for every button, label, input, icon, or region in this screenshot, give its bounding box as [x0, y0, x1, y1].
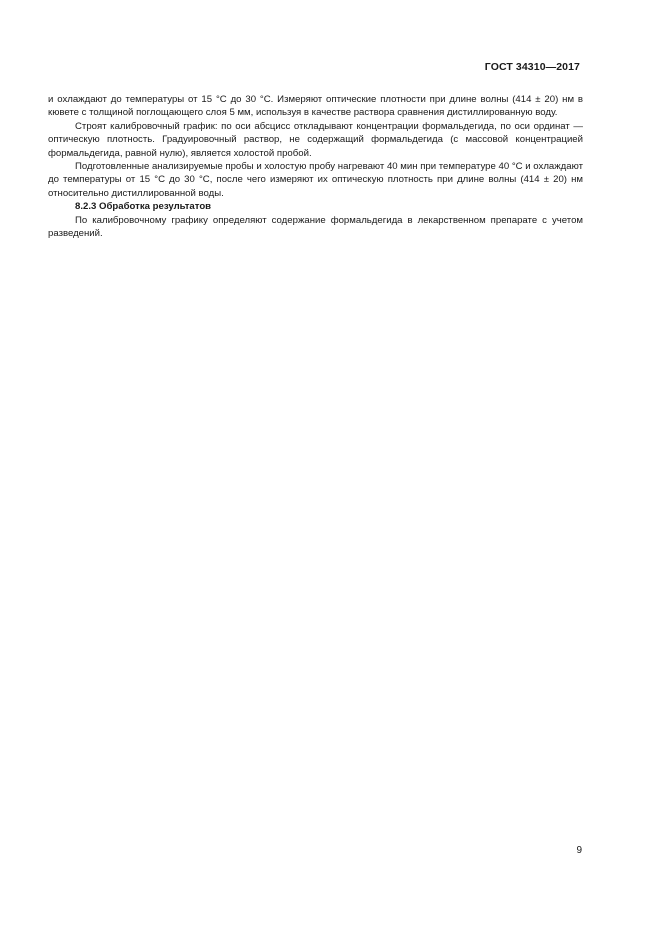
paragraph-calibration-graph: Строят калибровочный график: по оси абсцисс откладывают концентрации формальдегида, по оси ординат — оптическую плотность. Градуировочный раствор, не содержащий формальдегида (с массовой концентрацией формальдегида, равной нулю), является холостой пробой. — [48, 120, 583, 159]
document-standard-id: ГОСТ 34310—2017 — [484, 61, 580, 73]
section-heading-results-processing: 8.2.3 Обработка результатов — [75, 201, 212, 213]
page-number: 9 — [576, 845, 582, 856]
paragraph-results-determination: По калибровочному графику определяют содержание формальдегида в лекарственном препарате с учетом разведений. — [48, 214, 583, 240]
document-body — [48, 93, 583, 240]
paragraph-sample-heating: Подготовленные анализируемые пробы и холостую пробу нагревают 40 мин при температуре 40 °C и охлаждают до температуры от 15 °C до 30 °C, после чего измеряют их оптическую плотность при длине волны (414 ± 20) нм относительно дистиллированной воды. — [48, 161, 583, 199]
paragraph-cooling-measurement: и охлаждают до температуры от 15 °C до 30 °C. Измеряют оптические плотности при длине волны (414 ± 20) нм в кювете с толщиной поглощающего слоя 5 мм, используя в качестве раствора сравнения дистиллированную воду. — [48, 94, 583, 119]
